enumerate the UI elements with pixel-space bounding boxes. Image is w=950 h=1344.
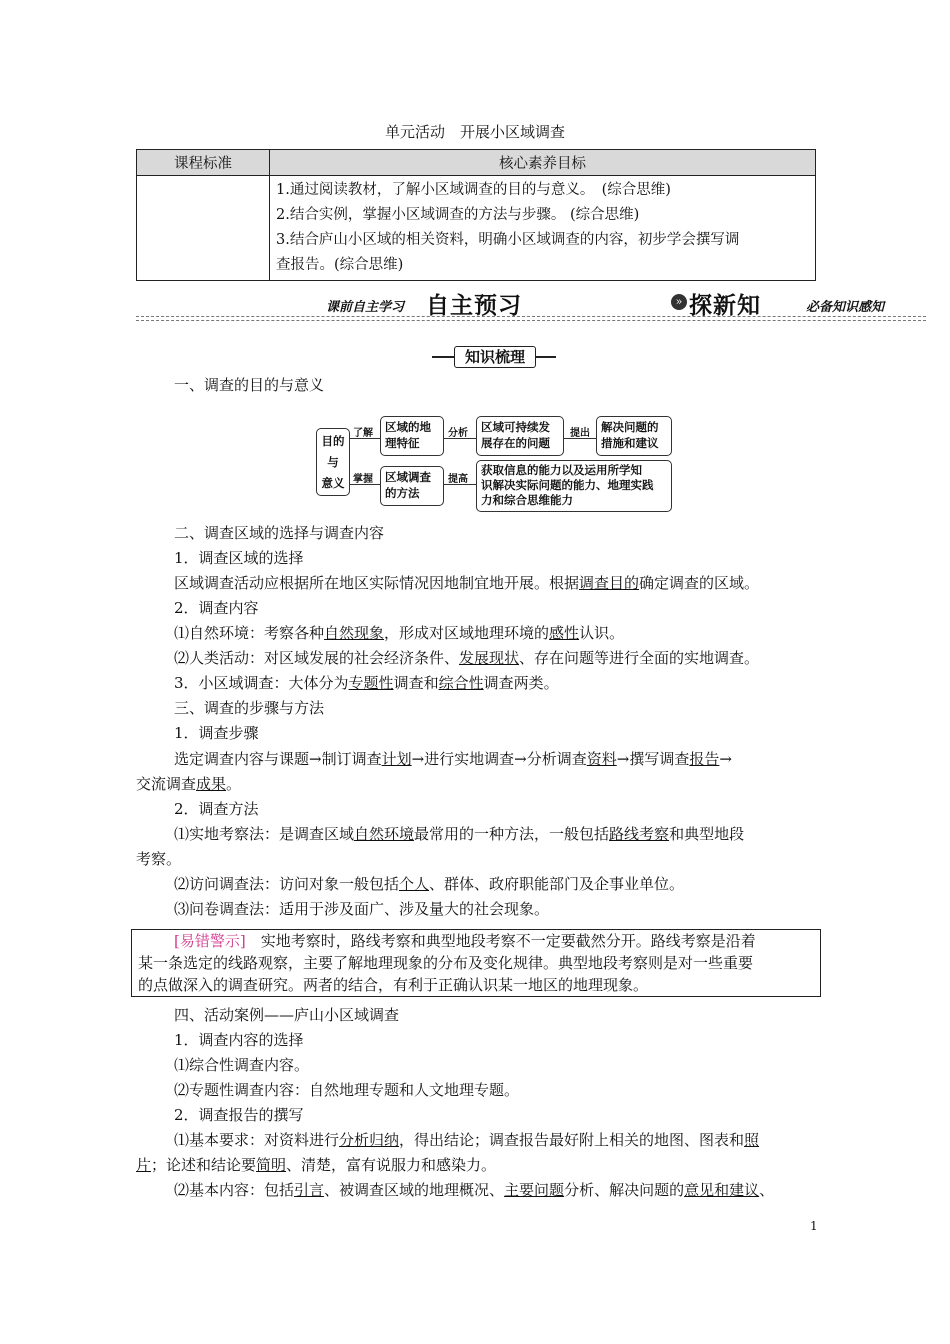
- list-item: ⑴基本要求：对资料进行分析归纳，得出结论；调查报告最好附上相关的地图、图表和照: [174, 1131, 760, 1149]
- banner-divider: [136, 316, 926, 317]
- knowledge-label: [432, 346, 556, 368]
- list-item: ⑴自然环境：考察各种自然现象，形成对区域地理环境的感性认识。: [174, 624, 625, 642]
- list-item: ⑵访问调查法：访问对象一般包括个人、群体、政府职能部门及企事业单位。: [174, 875, 685, 893]
- page-title: 单元活动 开展小区域调查: [384, 123, 565, 141]
- edge-label: 掌握: [353, 474, 373, 485]
- banner-right-label: 必备知识感知: [806, 300, 885, 315]
- goals-cell: [270, 176, 816, 281]
- section-heading: 四、活动案例——庐山小区域调查: [174, 1006, 400, 1024]
- list-item: ⑵人类活动：对区域发展的社会经济条件、发展现状、存在问题等进行全面的实地调查。: [174, 649, 760, 667]
- subheading: 2．调查报告的撰写: [174, 1106, 304, 1124]
- edge-label: 提高: [448, 474, 468, 485]
- warning-box: [易错警示] 实地考察时，路线考察和典型地段考察不一定要截然分开。路线考察是沿着 某一条选定的线路观察，主要了解地理现象的分布及变化规律。典型地段考察则是对一些重要 的点做深入的调查研究。两者的结合，有利于正确认识某一地区的地理现象。: [131, 929, 821, 997]
- paragraph: 选定调查内容与课题→制订调查计划→进行实地调查→分析调查资料→撰写调查报告→: [174, 750, 732, 768]
- banner-arrow-icon: »: [671, 294, 687, 310]
- diagram-root: 目的 与 意义: [316, 428, 350, 496]
- list-item: ⑵专题性调查内容：自然地理专题和人文地理专题。: [174, 1081, 520, 1099]
- purpose-diagram: [316, 412, 674, 514]
- paragraph: 交流调查成果。: [136, 775, 242, 793]
- standards-cell: [137, 176, 270, 281]
- box-features: 区域的地 理特征: [380, 416, 444, 456]
- section-heading: 三、调查的步骤与方法: [174, 699, 325, 717]
- subheading: 1．调查内容的选择: [174, 1031, 304, 1049]
- goal-item: 查报告。(综合思维): [276, 257, 404, 273]
- label-text: 知识梳理: [454, 346, 536, 368]
- subheading: 1．调查区域的选择: [174, 549, 304, 567]
- list-item: ⑴实地考察法：是调查区域自然环境最常用的一种方法，一般包括路线考察和典型地段: [174, 825, 745, 843]
- goal-item: 3.结合庐山小区域的相关资料，明确小区域调查的内容，初步学会撰写调: [276, 232, 740, 248]
- goal-item: 2.结合实例，掌握小区域调查的方法与步骤。 (综合思维): [276, 207, 640, 223]
- section-heading: 二、调查区域的选择与调查内容: [174, 524, 385, 542]
- list-item: ⑶问卷调查法：适用于涉及面广、涉及量大的社会现象。: [174, 900, 550, 918]
- standards-table: [136, 149, 816, 281]
- edge-label: 提出: [570, 428, 590, 439]
- col-header-goals: 核心素养目标: [270, 150, 816, 176]
- goal-item: 1.通过阅读教材，了解小区域调查的目的与意义。 (综合思维): [276, 182, 671, 198]
- box-measures: 解决问题的 措施和建议: [596, 416, 672, 456]
- box-problems: 区域可持续发 展存在的问题: [476, 416, 564, 456]
- list-item: ⑵基本内容：包括引言、被调查区域的地理概况、主要问题分析、解决问题的意见和建议、: [174, 1181, 775, 1199]
- subheading: 3．小区域调查：大体分为专题性调查和综合性调查两类。: [174, 674, 559, 692]
- box-methods: 区域调查 的方法: [380, 466, 444, 506]
- paragraph: 区域调查活动应根据所在地区实际情况因地制宜地开展。根据调查目的确定调查的区域。: [174, 574, 760, 592]
- subheading: 1．调查步骤: [174, 724, 259, 742]
- banner-title-2: 探新知: [689, 293, 761, 319]
- banner-left-label: 课前自主学习: [326, 300, 405, 315]
- banner-title-1: 自主预习: [426, 293, 522, 319]
- section-banner: [136, 286, 926, 322]
- col-header-standards: 课程标准: [137, 150, 270, 176]
- edge-label: 了解: [353, 428, 373, 439]
- page-number: 1: [810, 1219, 818, 1233]
- section-heading: 一、调查的目的与意义: [174, 376, 325, 394]
- subheading: 2．调查内容: [174, 599, 259, 617]
- subheading: 2．调查方法: [174, 800, 259, 818]
- warning-tag: [易错警示]: [174, 932, 246, 950]
- box-abilities: 获取信息的能力以及运用所学知 识解决实际问题的能力、地理实践 力和综合思维能力: [476, 460, 672, 512]
- list-item-cont: 考察。: [136, 850, 182, 868]
- edge-label: 分析: [448, 428, 468, 439]
- banner-divider: [136, 320, 926, 321]
- list-item: ⑴综合性调查内容。: [174, 1056, 310, 1074]
- list-item-cont: 片；论述和结论要简明、清楚，富有说服力和感染力。: [136, 1156, 497, 1174]
